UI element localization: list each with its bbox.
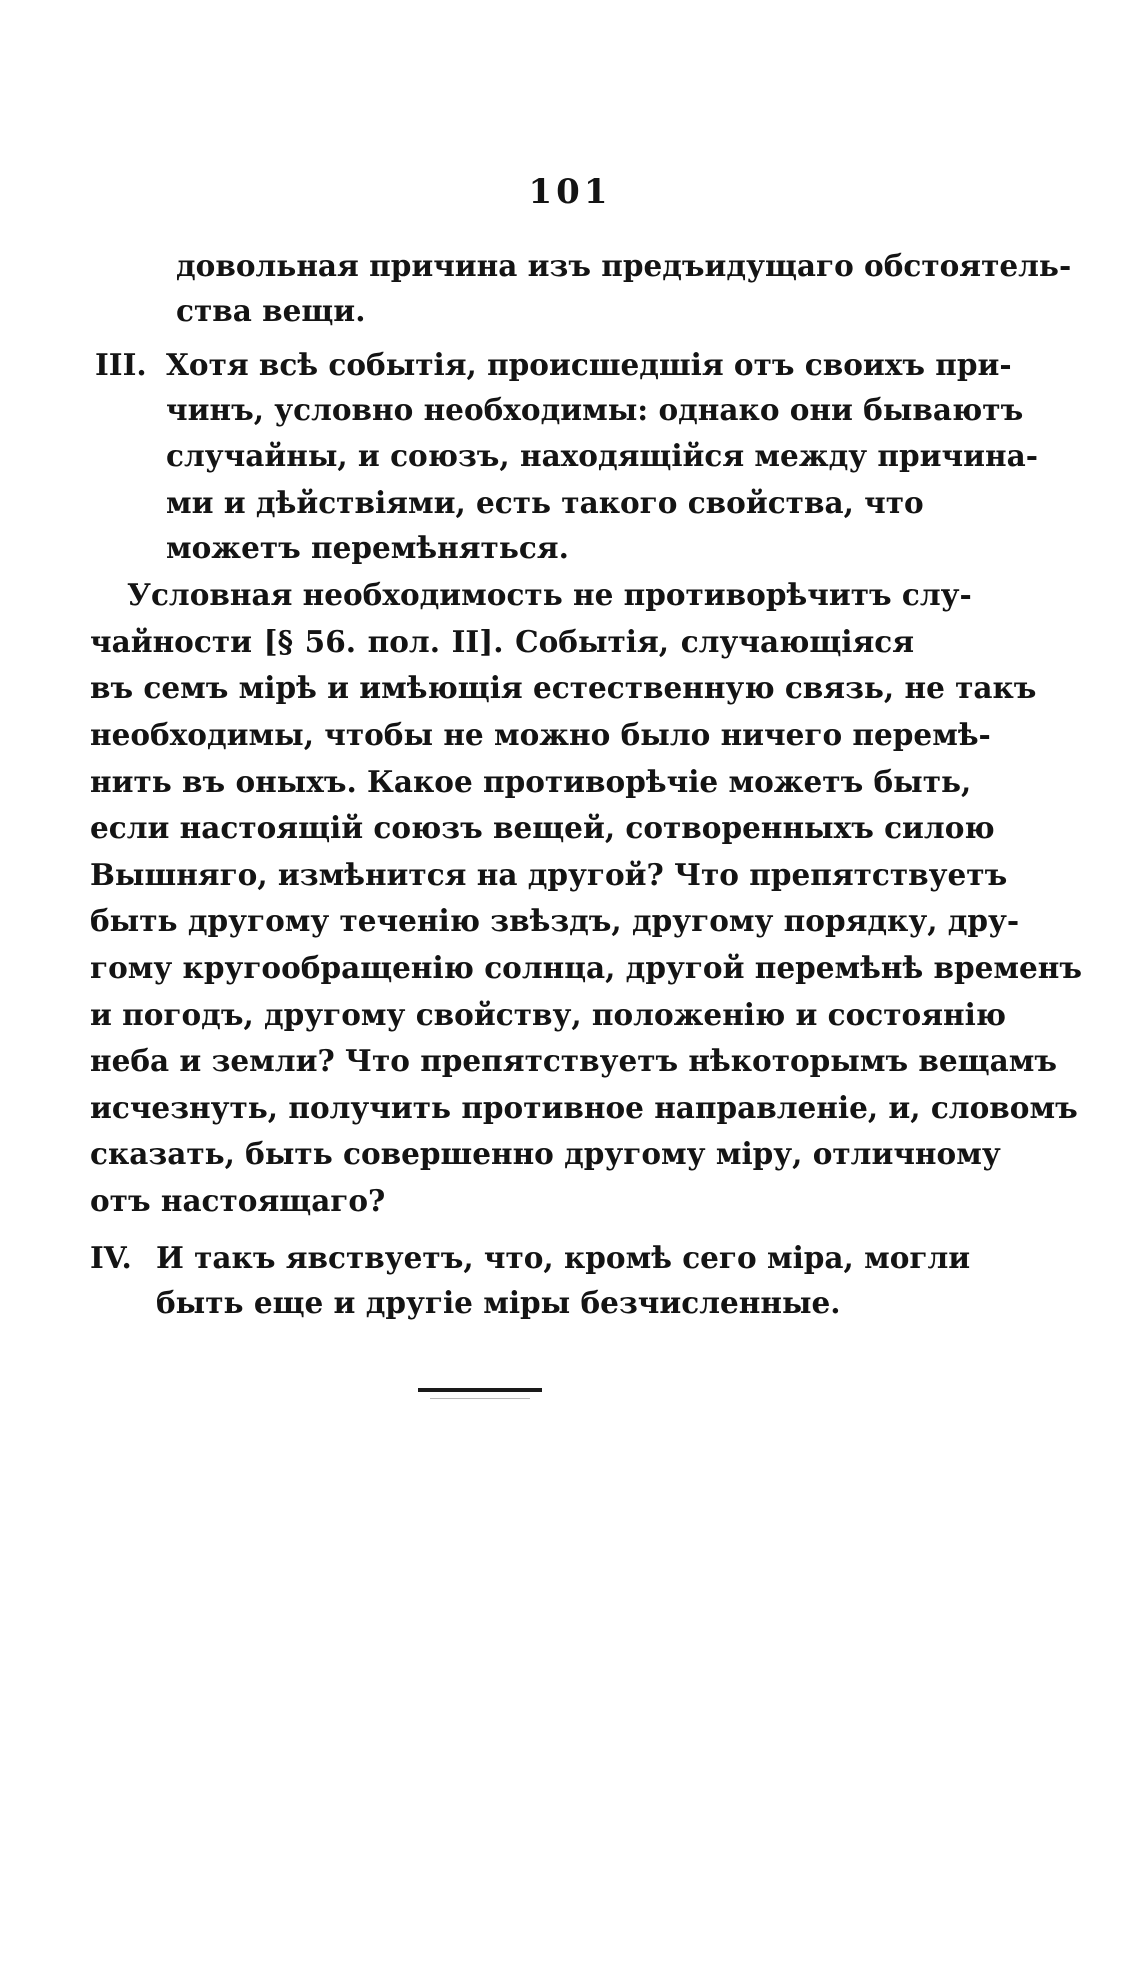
text-line: быть еще и другіе міры безчисленные.	[156, 1285, 841, 1320]
text-line: ми и дѣйствіями, есть такого свойства, что	[166, 485, 924, 520]
text-line: чайности [§ 56. пол. II]. Событія, случающіяся	[90, 624, 914, 659]
text-line: необходимы, чтобы не можно было ничего перемѣ-	[90, 717, 991, 752]
text-line: въ семъ мірѣ и имѣющія естественную связь, не такъ	[90, 670, 1037, 705]
text-line: ства вещи.	[176, 293, 366, 328]
page-number: 101	[528, 172, 612, 212]
text-line: если настоящій союзъ вещей, сотворенныхъ силою	[90, 810, 995, 845]
closing-rule-shadow	[430, 1398, 530, 1399]
text-line: Вышняго, измѣнится на другой? Что препятствуетъ	[90, 857, 1008, 892]
closing-rule	[418, 1388, 542, 1392]
item-numeral-iii: III.	[95, 347, 147, 382]
text-line: отъ настоящаго?	[90, 1183, 386, 1218]
text-line: И такъ явствуетъ, что, кромѣ сего міра, могли	[156, 1240, 971, 1275]
text-line: чинъ, условно необходимы: однако они бываютъ	[166, 392, 1024, 427]
text-line: Хотя всѣ событія, происшедшія отъ своихъ при-	[166, 347, 1012, 382]
text-line: сказать, быть совершенно другому міру, отличному	[90, 1136, 1001, 1171]
text-line: можетъ перемѣняться.	[166, 530, 569, 565]
text-line: нить въ оныхъ. Какое противорѣчіе можетъ быть,	[90, 764, 972, 799]
text-line: гому кругообращенію солнца, другой перемѣнѣ временъ	[90, 950, 1082, 985]
text-line: и погодъ, другому свойству, положенію и состоянію	[90, 997, 1007, 1032]
text-line: неба и земли? Что препятствуетъ нѣкоторымъ вещамъ	[90, 1043, 1057, 1078]
text-line: довольная причина изъ предъидущаго обстоятель-	[176, 248, 1072, 283]
text-line: Условная необходимость не противорѣчитъ слу-	[127, 577, 972, 612]
item-numeral-iv: IV.	[90, 1240, 132, 1275]
text-line: исчезнуть, получить противное направленіе, и, словомъ	[90, 1090, 1078, 1125]
text-line: случайны, и союзъ, находящійся между причина-	[166, 438, 1038, 473]
text-line: быть другому теченію звѣздъ, другому порядку, дру-	[90, 903, 1020, 938]
